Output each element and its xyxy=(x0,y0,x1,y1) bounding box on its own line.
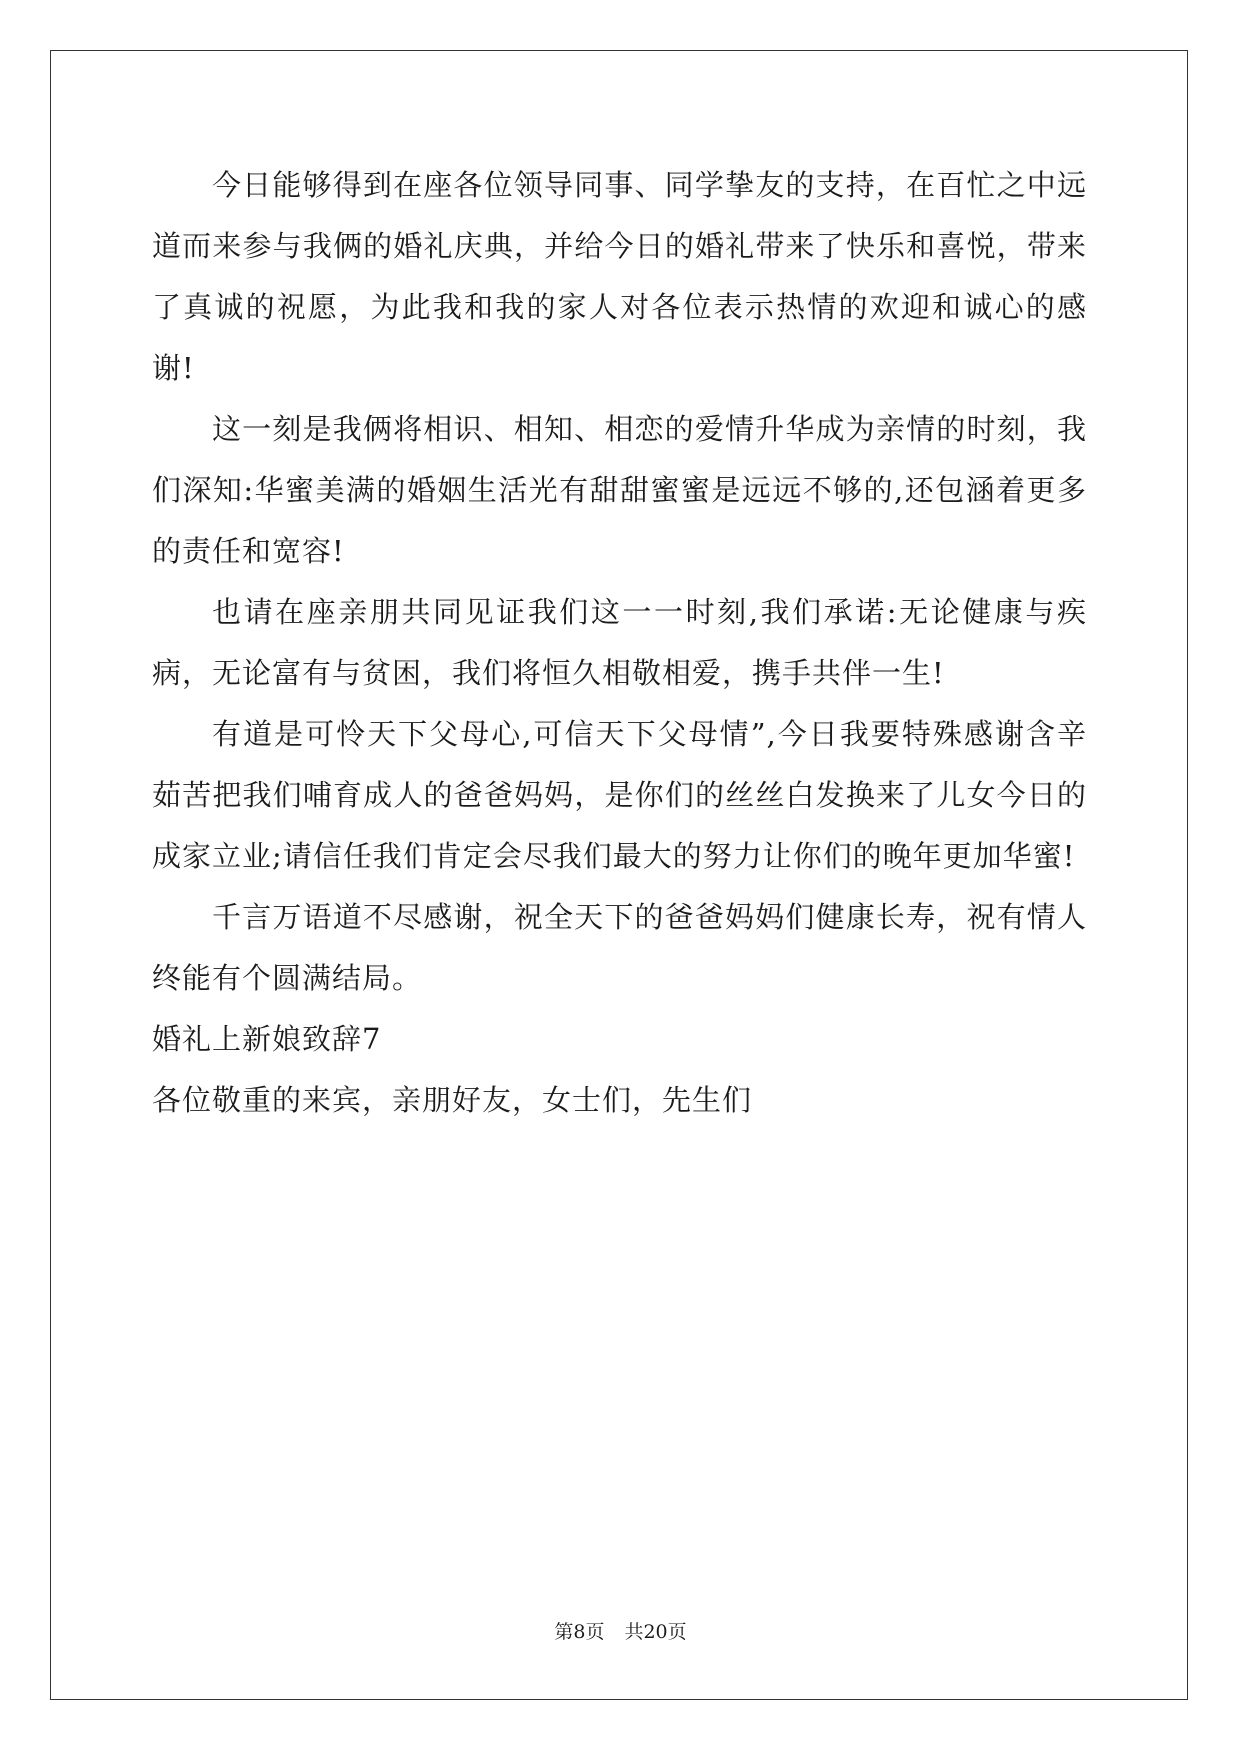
paragraph-thanks: 今日能够得到在座各位领导同事、同学挚友的支持，在百忙之中远道而来参与我俩的婚礼庆典，并给今日的婚礼带来了快乐和喜悦，带来了真诚的祝愿，为此我和我的家人对各位表示热情的欢迎和诚心的感谢! xyxy=(152,168,1087,385)
page-footer xyxy=(0,1617,1241,1644)
paragraph-closing: 千言万语道不尽感谢，祝全天下的爸爸妈妈们健康长寿，祝有情人终能有个圆满结局。 xyxy=(152,900,1087,995)
paragraph-parents: 有道是可怜天下父母心,可信天下父母情”,今日我要特殊感谢含辛茹苦把我们哺育成人的爸爸妈妈，是你们的丝丝白发换来了儿女今日的成家立业;请信任我们肯定会尽我们最大的努力让你们的晚年更加华蜜! xyxy=(152,717,1087,873)
paragraph-moment: 这一刻是我俩将相识、相知、相恋的爱情升华成为亲情的时刻，我们深知:华蜜美满的婚姻生活光有甜甜蜜蜜是远远不够的,还包涵着更多的责任和宽容! xyxy=(152,412,1087,568)
section-heading: 婚礼上新娘致辞7 xyxy=(152,1022,382,1056)
page-total: 共20页 xyxy=(624,1621,687,1643)
document-body xyxy=(152,155,1087,1131)
paragraph-promise: 也请在座亲朋共同见证我们这一一时刻,我们承诺:无论健康与疾病，无论富有与贫困，我们将恒久相敬相爱，携手共伴一生! xyxy=(152,595,1087,690)
page-number: 第8页 xyxy=(554,1621,605,1643)
paragraph-salutation: 各位敬重的来宾，亲朋好友，女士们，先生们 xyxy=(152,1083,753,1117)
